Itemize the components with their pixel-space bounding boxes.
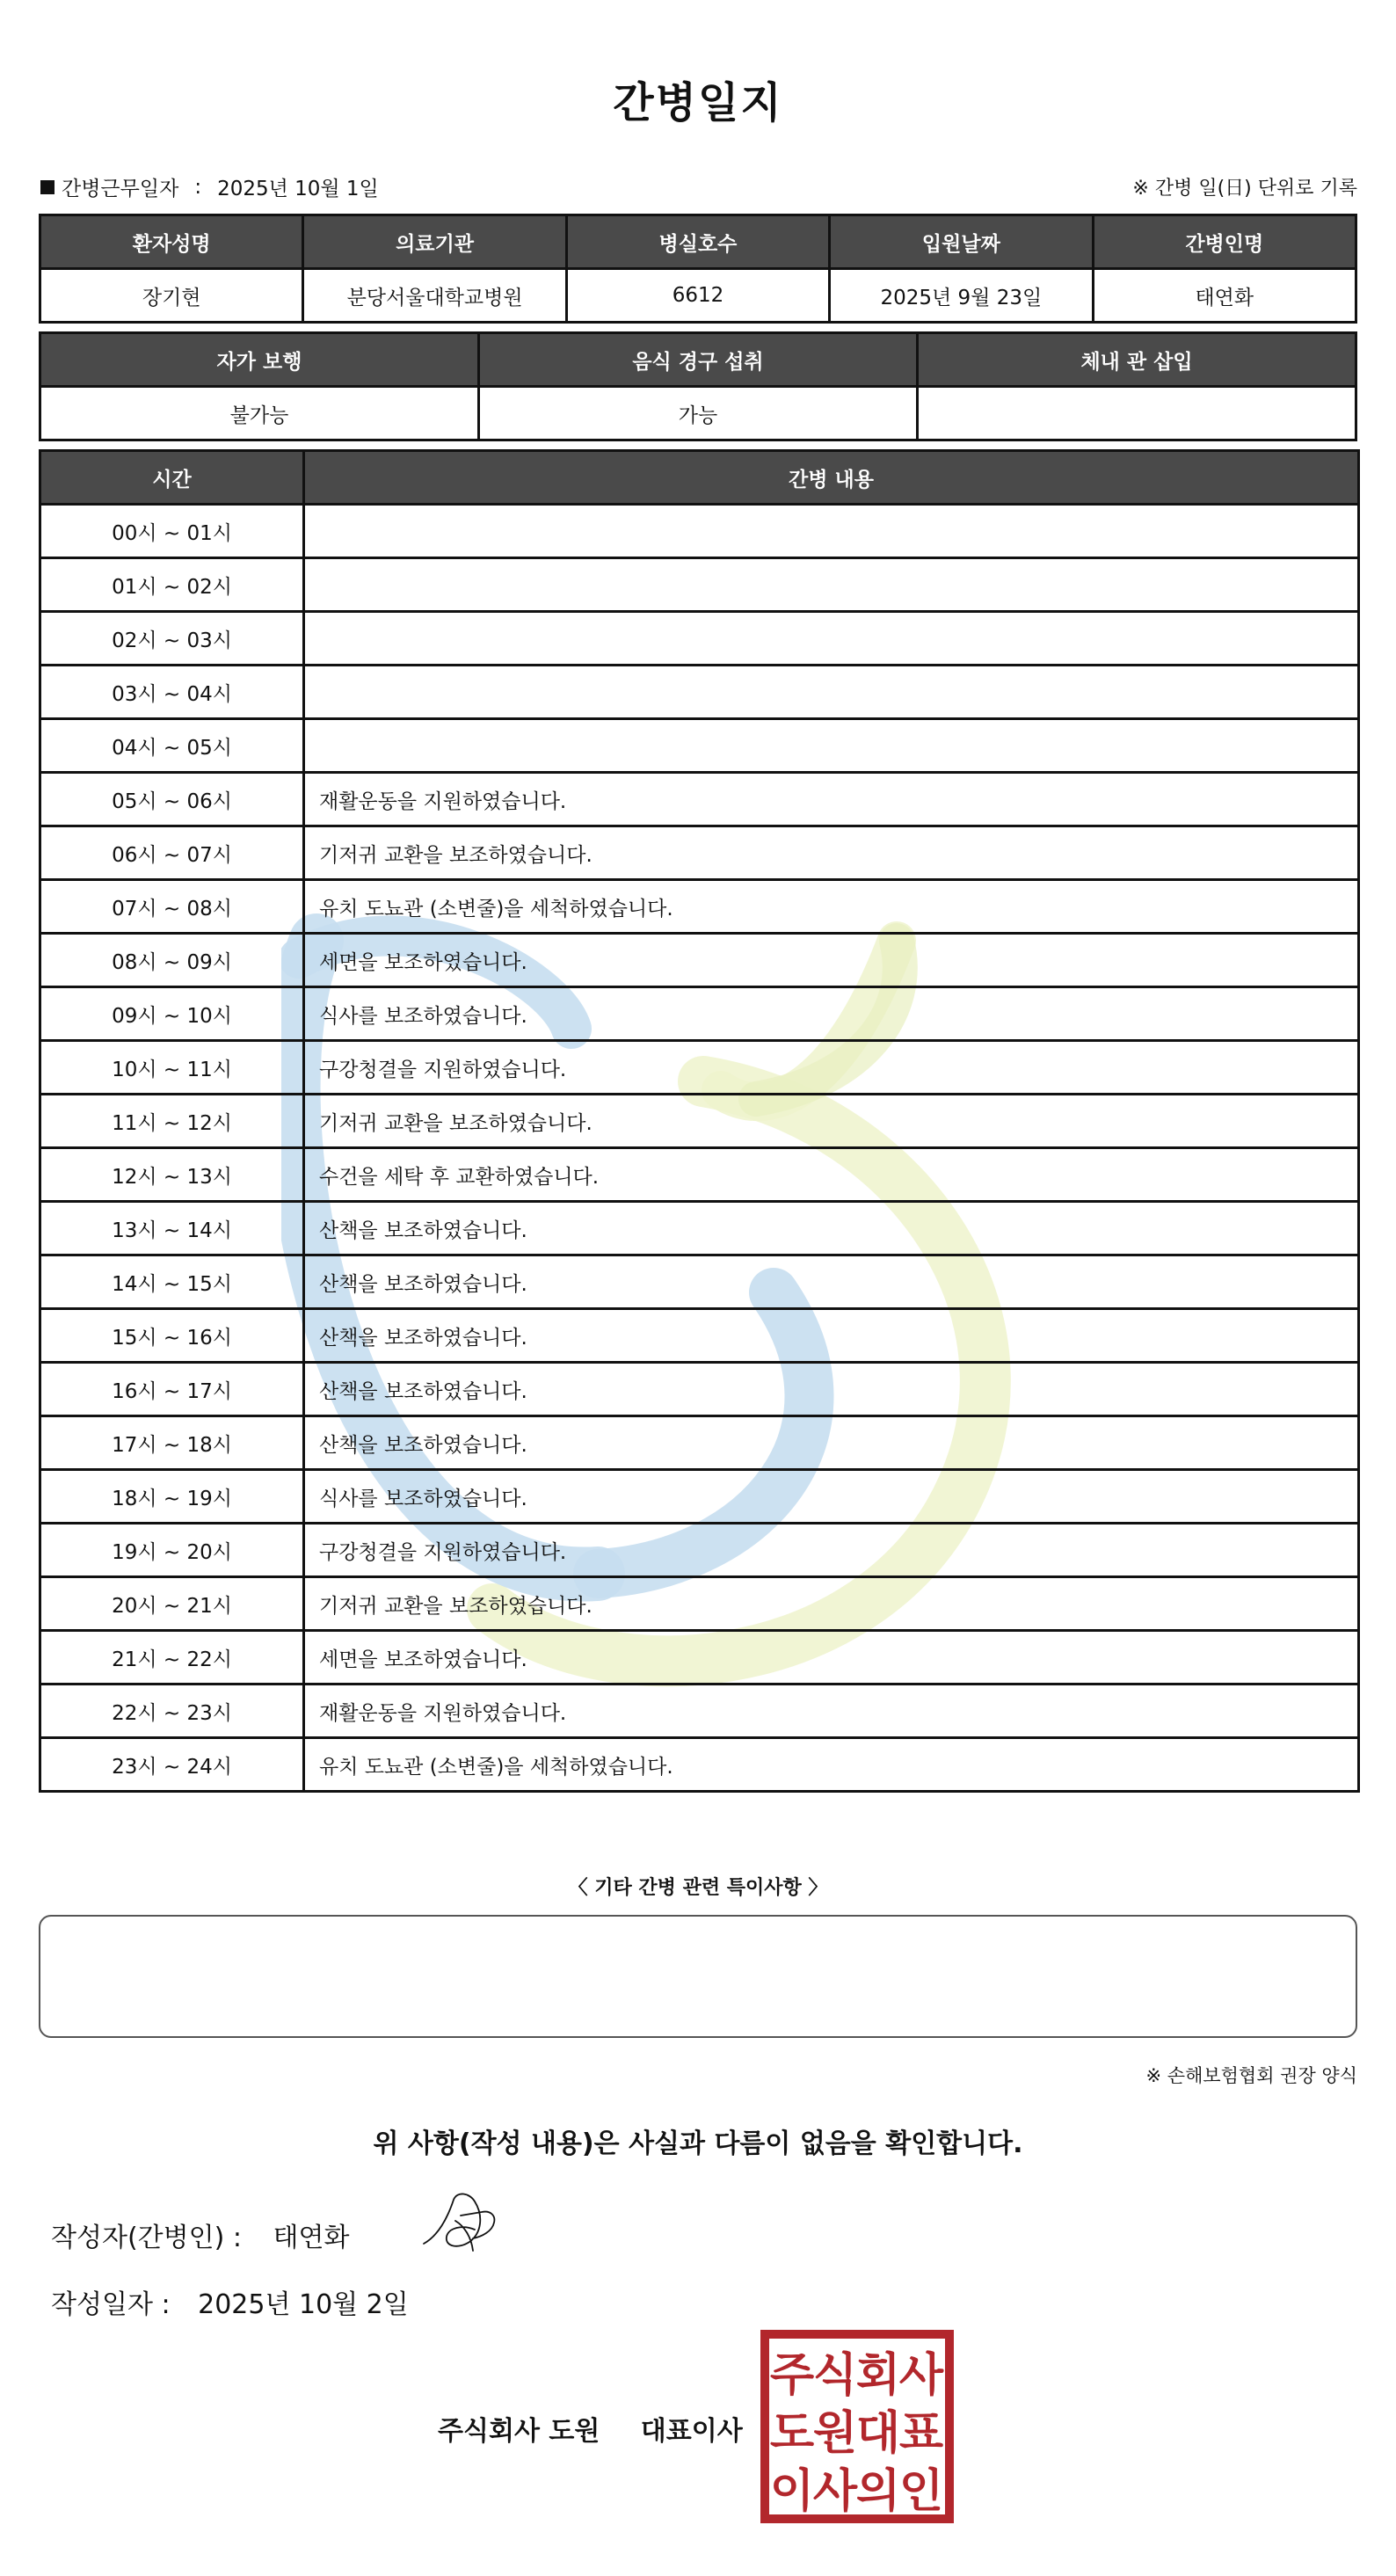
- svg-text:이: 이: [769, 2465, 815, 2518]
- care-content: [304, 719, 1359, 773]
- write-date-line: [51, 2282, 409, 2321]
- svg-text:대: 대: [855, 2407, 901, 2460]
- patient-info-value-row: [40, 269, 1356, 323]
- company-seal-icon: [760, 2329, 955, 2524]
- time-slot: 14시 ~ 15시: [40, 1255, 304, 1309]
- writer-label: 작성자(간병인) :: [51, 2223, 242, 2253]
- care-content: 세면을 보조하였습니다.: [304, 1631, 1359, 1685]
- table-row: [40, 666, 1359, 719]
- write-date-label: 작성일자 :: [51, 2289, 171, 2320]
- care-content: 기저귀 교환을 보조하였습니다.: [304, 1577, 1359, 1631]
- form-source-note: ※ 손해보험협회 권장 양식: [1145, 2065, 1357, 2086]
- header-oral-intake: 음식 경구 섭취: [479, 333, 918, 387]
- bullet-square-icon: [40, 180, 55, 194]
- time-slot: 23시 ~ 24시: [40, 1738, 304, 1792]
- time-slot: 00시 ~ 01시: [40, 505, 304, 558]
- table-row: [40, 826, 1359, 880]
- header-admission-date: 입원날짜: [830, 215, 1093, 269]
- svg-text:표: 표: [898, 2407, 944, 2460]
- care-content: 식사를 보조하였습니다.: [304, 1470, 1359, 1524]
- header-room-number: 병실호수: [566, 215, 829, 269]
- signature-icon: [420, 2189, 501, 2259]
- time-slot: 02시 ~ 03시: [40, 612, 304, 666]
- time-slot: 22시 ~ 23시: [40, 1685, 304, 1738]
- table-row: [40, 1470, 1359, 1524]
- time-slot: 07시 ~ 08시: [40, 880, 304, 934]
- svg-text:사: 사: [812, 2465, 858, 2518]
- care-content: 산책을 보조하였습니다.: [304, 1309, 1359, 1363]
- hospital: 분당서울대학교병원: [303, 269, 566, 323]
- caregiver-name: 태연화: [1093, 269, 1356, 323]
- svg-text:회: 회: [855, 2349, 901, 2402]
- time-slot: 19시 ~ 20시: [40, 1524, 304, 1577]
- time-slot: 03시 ~ 04시: [40, 666, 304, 719]
- svg-text:도: 도: [769, 2407, 815, 2460]
- care-content: 산책을 보조하였습니다.: [304, 1363, 1359, 1416]
- table-row: [40, 1524, 1359, 1577]
- time-slot: 15시 ~ 16시: [40, 1309, 304, 1363]
- table-row: [40, 934, 1359, 987]
- time-slot: 06시 ~ 07시: [40, 826, 304, 880]
- table-row: [40, 719, 1359, 773]
- writer-name: 태연화: [273, 2223, 350, 2253]
- representative-title: 대표이사: [640, 2416, 743, 2447]
- table-row: [40, 1202, 1359, 1255]
- self-walking: 불가능: [40, 387, 479, 440]
- care-content: 수건을 세탁 후 교환하였습니다.: [304, 1148, 1359, 1202]
- table-row: [40, 1363, 1359, 1416]
- svg-text:인: 인: [898, 2465, 944, 2518]
- patient-info-table: [39, 214, 1357, 324]
- header-care-content: 간병 내용: [304, 451, 1359, 505]
- care-log-body: [40, 505, 1359, 1792]
- care-content: 재활운동을 지원하였습니다.: [304, 1685, 1359, 1738]
- work-date: [40, 172, 379, 201]
- oral-intake: 가능: [479, 387, 918, 440]
- care-content: 산책을 보조하였습니다.: [304, 1255, 1359, 1309]
- svg-text:사: 사: [898, 2349, 944, 2402]
- time-slot: 17시 ~ 18시: [40, 1416, 304, 1470]
- time-slot: 16시 ~ 17시: [40, 1363, 304, 1416]
- time-slot: 12시 ~ 13시: [40, 1148, 304, 1202]
- confirmation-statement: 위 사항(작성 내용)은 사실과 다름이 없음을 확인합니다.: [373, 2128, 1023, 2159]
- care-content: 기저귀 교환을 보조하였습니다.: [304, 826, 1359, 880]
- care-content: 식사를 보조하였습니다.: [304, 987, 1359, 1041]
- table-row: [40, 1631, 1359, 1685]
- patient-info-header-row: [40, 215, 1356, 269]
- svg-text:원: 원: [812, 2407, 858, 2460]
- table-row: [40, 1041, 1359, 1095]
- tube-insertion: [918, 387, 1356, 440]
- time-slot: 10시 ~ 11시: [40, 1041, 304, 1095]
- patient-name: 장기현: [40, 269, 303, 323]
- table-row: [40, 1416, 1359, 1470]
- table-row: [40, 558, 1359, 612]
- care-content: 산책을 보조하였습니다.: [304, 1202, 1359, 1255]
- time-slot: 05시 ~ 06시: [40, 773, 304, 826]
- care-content: 기저귀 교환을 보조하였습니다.: [304, 1095, 1359, 1148]
- time-slot: 04시 ~ 05시: [40, 719, 304, 773]
- header-hospital: 의료기관: [303, 215, 566, 269]
- header-caregiver-name: 간병인명: [1093, 215, 1356, 269]
- work-date-label: 간병근무일자: [62, 178, 179, 200]
- table-row: [40, 773, 1359, 826]
- header-self-walking: 자가 보행: [40, 333, 479, 387]
- care-content: 세면을 보조하였습니다.: [304, 934, 1359, 987]
- writer-line: [51, 2216, 349, 2254]
- svg-text:의: 의: [855, 2465, 901, 2518]
- care-content: 구강청결을 지원하였습니다.: [304, 1524, 1359, 1577]
- write-date-value: 2025년 10월 2일: [198, 2289, 409, 2320]
- table-row: [40, 880, 1359, 934]
- care-content: [304, 612, 1359, 666]
- work-date-value: 2025년 10월 1일: [217, 178, 379, 200]
- care-content: [304, 666, 1359, 719]
- admission-date: 2025년 9월 23일: [830, 269, 1093, 323]
- care-log-header-row: [40, 451, 1359, 505]
- table-row: [40, 1095, 1359, 1148]
- company-name: 주식회사 도원: [438, 2416, 600, 2447]
- care-content: 유치 도뇨관 (소변줄)을 세척하였습니다.: [304, 880, 1359, 934]
- table-row: [40, 505, 1359, 558]
- table-row: [40, 1255, 1359, 1309]
- company-line: [438, 2409, 743, 2448]
- patient-status-header-row: [40, 333, 1356, 387]
- svg-text:식: 식: [812, 2349, 858, 2402]
- care-content: 유치 도뇨관 (소변줄)을 세척하였습니다.: [304, 1738, 1359, 1792]
- header-patient-name: 환자성명: [40, 215, 303, 269]
- table-row: [40, 1738, 1359, 1792]
- table-row: [40, 1577, 1359, 1631]
- unit-note: ※ 간병 일(日) 단위로 기록: [1132, 178, 1357, 200]
- table-row: [40, 987, 1359, 1041]
- patient-status-table: [39, 331, 1357, 441]
- care-content: [304, 505, 1359, 558]
- table-row: [40, 612, 1359, 666]
- special-notes-box: [39, 1915, 1357, 2038]
- time-slot: 20시 ~ 21시: [40, 1577, 304, 1631]
- time-slot: 11시 ~ 12시: [40, 1095, 304, 1148]
- header-tube-insertion: 체내 관 삽입: [918, 333, 1356, 387]
- table-row: [40, 1309, 1359, 1363]
- time-slot: 01시 ~ 02시: [40, 558, 304, 612]
- patient-status-value-row: [40, 387, 1356, 440]
- time-slot: 08시 ~ 09시: [40, 934, 304, 987]
- time-slot: 09시 ~ 10시: [40, 987, 304, 1041]
- work-date-separator: :: [194, 175, 202, 199]
- care-content: 산책을 보조하였습니다.: [304, 1416, 1359, 1470]
- special-notes-title: 〈 기타 간병 관련 특이사항 〉: [568, 1877, 828, 1899]
- time-slot: 21시 ~ 22시: [40, 1631, 304, 1685]
- table-row: [40, 1148, 1359, 1202]
- time-slot: 13시 ~ 14시: [40, 1202, 304, 1255]
- room-number: 6612: [566, 269, 829, 323]
- document-title: 간병일지: [613, 78, 783, 127]
- care-content: 구강청결을 지원하였습니다.: [304, 1041, 1359, 1095]
- header-time: 시간: [40, 451, 304, 505]
- care-content: [304, 558, 1359, 612]
- time-slot: 18시 ~ 19시: [40, 1470, 304, 1524]
- care-log-table: [39, 449, 1360, 1793]
- care-content: 재활운동을 지원하였습니다.: [304, 773, 1359, 826]
- svg-text:주: 주: [769, 2349, 815, 2402]
- table-row: [40, 1685, 1359, 1738]
